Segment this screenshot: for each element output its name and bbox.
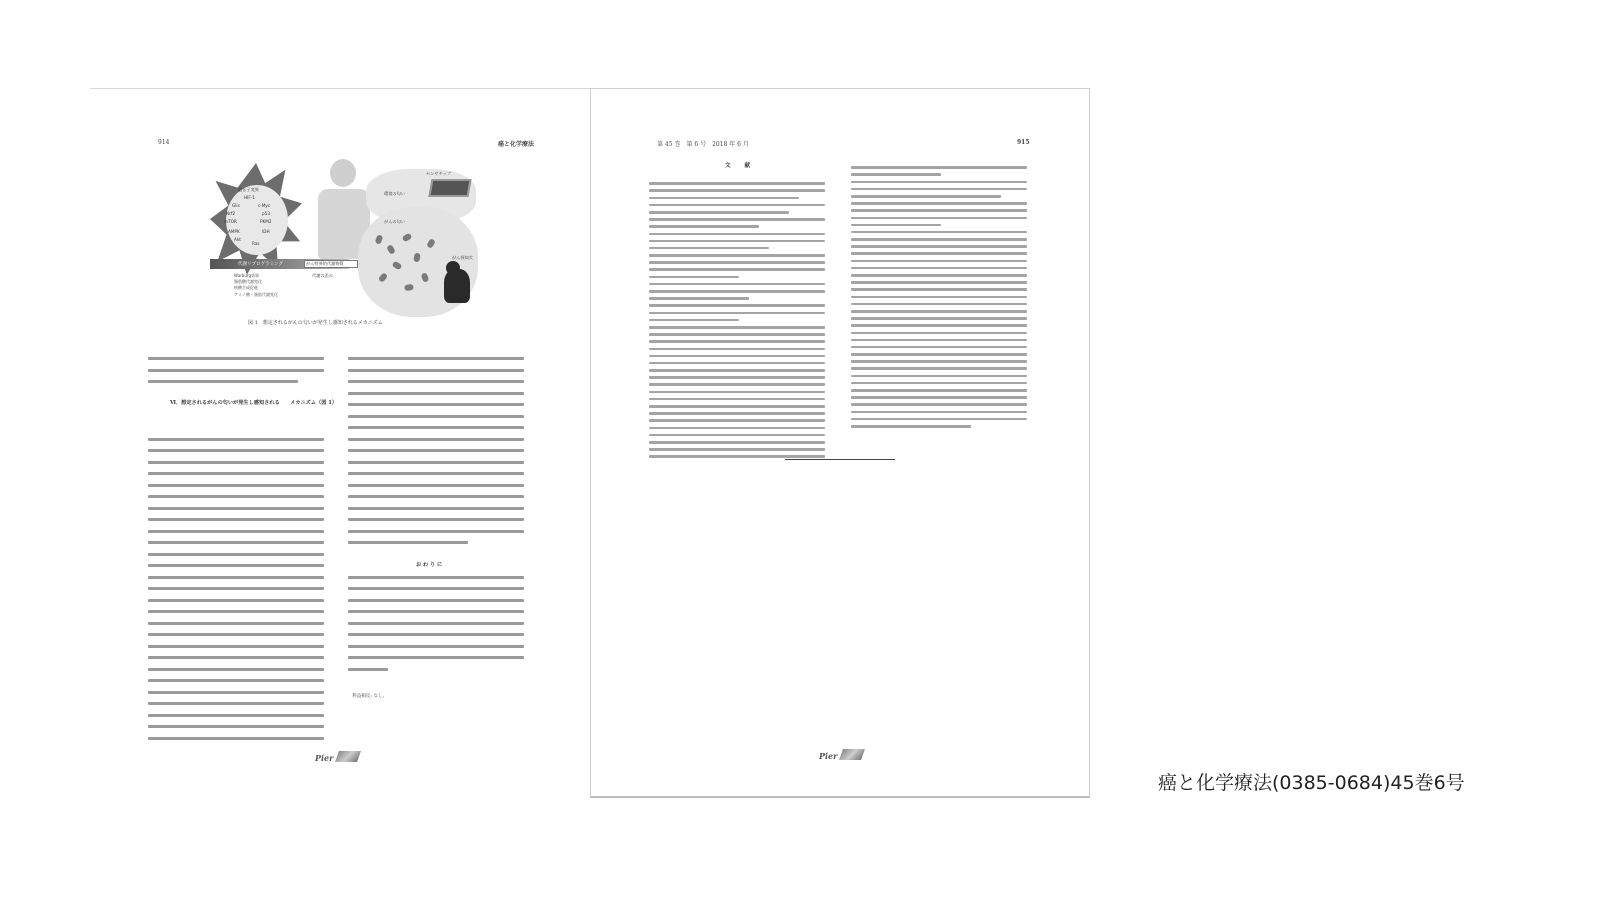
references-title: 文 献 — [725, 163, 757, 169]
dog-label: がん探知犬 — [452, 255, 473, 260]
metabolite-label: がん特異的代謝物質 — [306, 261, 344, 266]
burst-label: HIF-1 — [244, 195, 255, 200]
references-column-1 — [649, 173, 829, 453]
dog-body — [444, 269, 470, 303]
publisher-logo — [819, 748, 869, 764]
list-item: Warburg効果 — [234, 273, 259, 278]
burst-label: PKM2 — [260, 219, 272, 224]
end-rule — [785, 459, 895, 460]
burst-label: 遺伝子変異 — [238, 187, 259, 192]
environment-odor-label: 環境の匂い — [384, 191, 405, 196]
burst-label: AMPK — [228, 229, 240, 234]
list-item: 核酸合成促進 — [234, 285, 258, 291]
journal-citation-caption: 癌と化学療法(0385-0684)45巻6号 — [1158, 772, 1465, 794]
left-column-2 — [348, 354, 528, 676]
cancer-odor-label: がんの匂い — [384, 219, 405, 224]
burst-label: p53 — [262, 211, 270, 216]
metabolic-change-list — [234, 273, 278, 298]
conflict-of-interest-note: 利益相反: なし。 — [352, 694, 388, 699]
left-page-number: 914 — [158, 139, 170, 146]
distortion-label: 代謝の歪み — [312, 273, 333, 278]
list-item: アミノ酸・脂肪代謝変化 — [234, 291, 278, 297]
right-page-number: 915 — [1017, 139, 1030, 146]
logo-mark-icon — [839, 749, 865, 760]
figure-caption: 図 1 想定されるがんの匂いが発生し感知されるメカニズム — [248, 320, 383, 326]
burst-label: Ras — [252, 241, 260, 246]
journal-title: 癌と化学療法 — [498, 141, 535, 148]
document-spread — [90, 88, 1090, 798]
burst-label: Glis — [232, 203, 240, 208]
logo-text: Pier — [315, 753, 334, 763]
sensor-chip-label: センサチップ — [426, 171, 451, 176]
figure-1 — [208, 157, 488, 327]
reprogramming-label: 代謝リプログラミング — [238, 262, 283, 267]
section-heading: Ⅵ．想定されるがんの匂いが発生し感知される メカニズム（図 1） — [170, 400, 338, 406]
right-page — [590, 88, 1090, 798]
left-column-1 — [148, 354, 328, 745]
burst-label: c-Myc — [258, 203, 271, 208]
left-page — [90, 88, 590, 798]
burst-label: mTOR — [224, 219, 237, 224]
burst-label: Akt — [234, 237, 241, 242]
logo-text: Pier — [819, 751, 838, 761]
sensor-chip-icon — [428, 179, 471, 197]
list-item: 脂肪酸代謝変化 — [234, 279, 262, 285]
logo-mark-icon — [335, 751, 361, 762]
burst-label: Nrf2 — [226, 211, 235, 216]
issue-header: 第 45 巻 第 6 号 2018 年 6 月 — [657, 141, 749, 148]
burst-label: IDH — [262, 229, 270, 234]
publisher-logo — [315, 750, 365, 766]
closing-heading: お わ り に — [416, 562, 443, 568]
references-column-2 — [851, 157, 1031, 423]
